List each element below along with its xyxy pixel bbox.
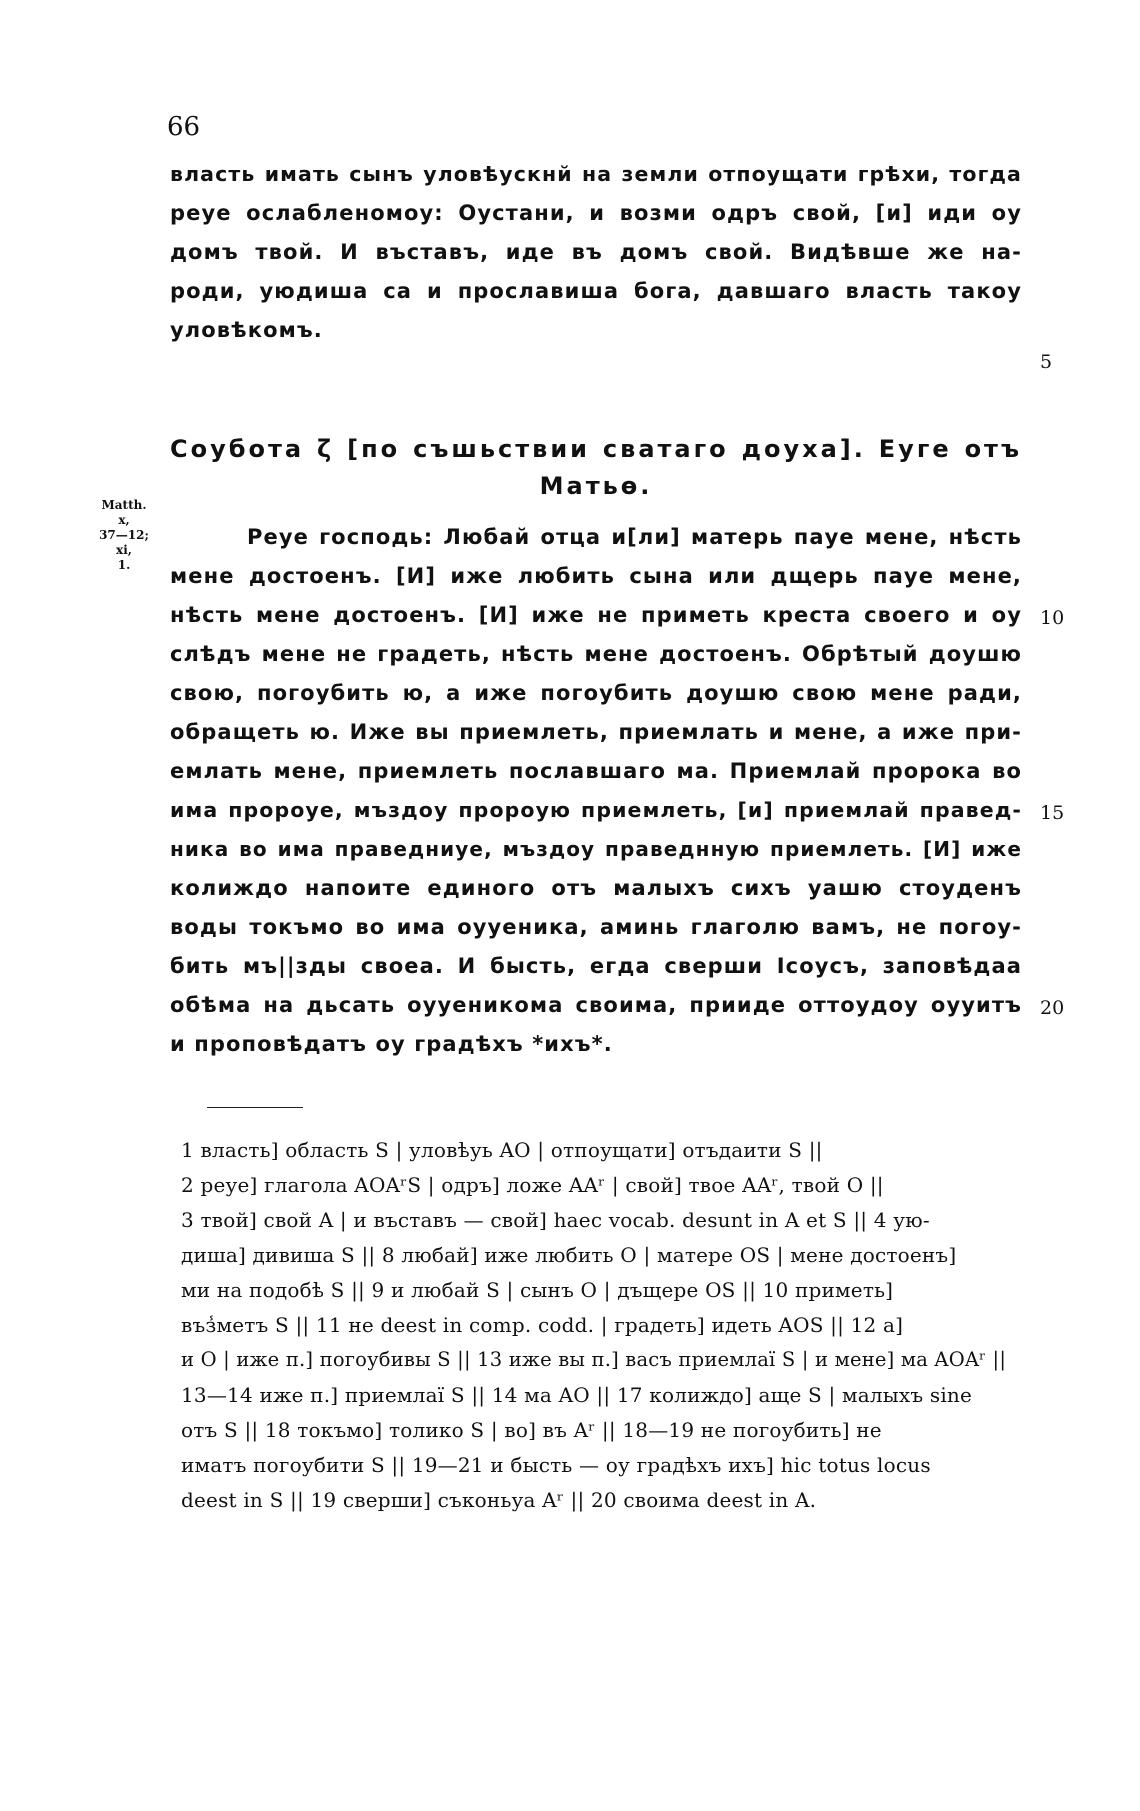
text-line: емлать мене, приемлеть пославшаго ма. Приемлай пророка во: [170, 759, 1022, 783]
line-number: 20: [1040, 997, 1065, 1019]
footnote-line: ми на подобѣ S || 9 и любай S | сынъ O | дъщере OS || 10 приметь]: [181, 1278, 894, 1302]
footnote-divider: [207, 1107, 303, 1108]
text-line: власть имать сынъ уловѣускнй на земли отпоущати грѣхи, тогда: [170, 162, 1022, 186]
text-line: обращеть ю. Иже вы приемлеть, приемлать и мене, а иже при-: [170, 720, 1022, 744]
margin-ref-line: Matth.: [101, 498, 147, 512]
text-line: бить мъ||зды своеа. И бысть, егда сверши Ісоусъ, заповѣдаа: [170, 954, 1022, 978]
text-line: Реуе господь: Любай отца и[ли] матерь пауе мене, нѣсть: [247, 525, 1022, 549]
margin-ref-line: 1.: [117, 558, 131, 572]
line-number: 5: [1040, 351, 1053, 373]
text-line: уловѣкомъ.: [170, 318, 323, 342]
text-line: колиждо напоите единого отъ малыхъ сихъ уашю стоуденъ: [170, 876, 1022, 900]
line-number: 10: [1040, 607, 1065, 629]
text-line: свою, погоубить ю, а иже погоубить доушю свою мене ради,: [170, 681, 1022, 705]
footnote-line: deest in S || 19 сверши] съконьуа Aʳ || 20 своима deest in A.: [181, 1488, 817, 1512]
text-line: ника во има праведниуе, мъздоу праведнную приемлеть. [И] иже: [170, 837, 1022, 861]
footnote-line: и O | иже п.] погоубивы S || 13 иже вы п.] васъ приемлаї S | и мене] ма AOAʳ ||: [181, 1348, 1007, 1371]
footnote-line: 1 власть] область S | уловѣуь AO | отпоущати] отъдаити S ||: [181, 1138, 823, 1162]
text-line: мене достоенъ. [И] иже любить сына или дщерь пауе мене,: [170, 564, 1022, 588]
footnote-line: отъ S || 18 токъмо] толико S | во] въ Aʳ || 18—19 не погоубить] не: [181, 1418, 882, 1442]
text-line: нѣсть мене достоенъ. [И] иже не приметь креста своего и оу: [170, 603, 1022, 627]
text-line: роди, уюдиша са и прославиша бога, давшаго власть такоу: [170, 279, 1022, 303]
footnote-line: 3 твой] свой A | и въставъ — свой] haec vocab. desunt in A et S || 4 ую-: [181, 1208, 930, 1232]
section-heading: Соубота ζ [по съшьствии сватаго доуха]. Еуге отъ: [170, 435, 1022, 463]
text-line: слѣдъ мене не градеть, нѣсть мене достоенъ. Обрѣтый доушю: [170, 642, 1022, 666]
text-line: и проповѣдатъ оу градѣхъ *ихъ*.: [170, 1032, 613, 1056]
margin-reference: [92, 498, 156, 573]
footnote-line: 13—14 иже п.] приемлаї S || 14 ма AO || 17 колиждо] аще S | малыхъ sine: [181, 1383, 973, 1407]
page-number: 66: [167, 112, 201, 142]
section-heading-continued: Матьѳ.: [539, 472, 653, 500]
text-line: има пророуе, мъздоу пророую приемлеть, [и] приемлай правед-: [170, 798, 1022, 822]
footnote-line: 2 реуе] глагола AOAʳS | одръ] ложе AAʳ | свой] твое AAʳ, твой O ||: [181, 1173, 884, 1197]
text-line: домъ твой. И въставъ, иде въ домъ свой. Видѣвше же на-: [170, 240, 1022, 264]
text-line: обѣма на дьсать оууеникома своима, прииде оттоудоу оууитъ: [170, 993, 1022, 1017]
margin-ref-line: x,: [118, 513, 130, 527]
text-line: воды токъмо во има оууеника, аминь глаголю вамъ, не погоу-: [170, 915, 1022, 939]
text-line: реуе ослабленомоу: Оустани, и возми одръ свой, [и] иди оу: [170, 201, 1022, 225]
footnote-line: диша] дивиша S || 8 любай] иже любить O | матере OS | мене достоенъ]: [181, 1243, 957, 1267]
footnote-line: иматъ погоубити S || 19—21 и бысть — оу градѣхъ ихъ] hic totus locus: [181, 1453, 931, 1477]
line-number: 15: [1040, 802, 1065, 824]
footnote-line: въз̾метъ S || 11 не deest in comp. codd. | градеть] идеть AOS || 12 а]: [181, 1313, 904, 1337]
margin-ref-line: 37—12;: [99, 528, 149, 542]
margin-ref-line: xi,: [116, 543, 132, 557]
